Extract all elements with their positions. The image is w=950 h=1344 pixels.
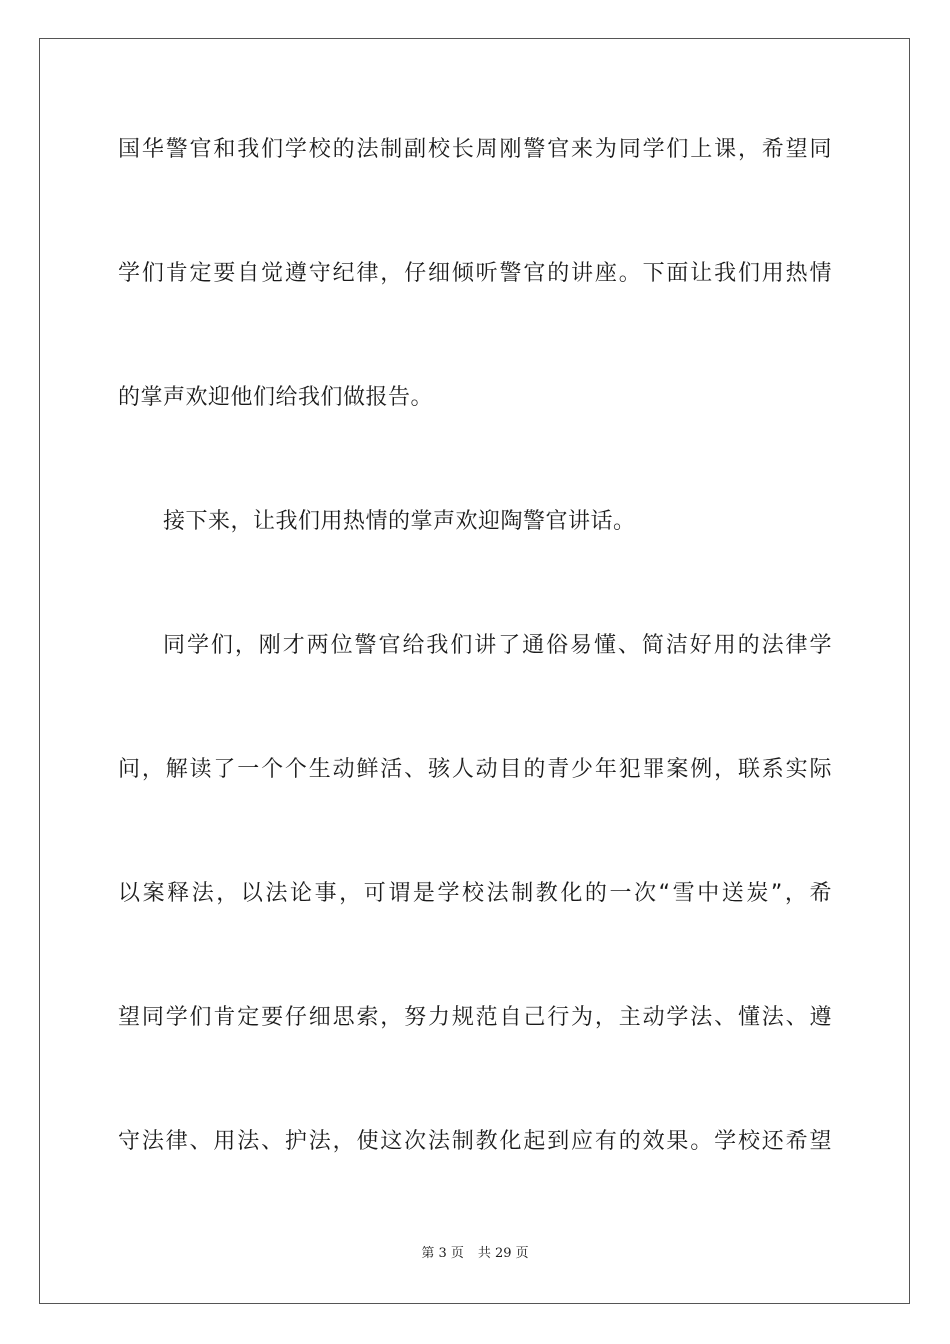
paragraph-line: 守法律、用法、护法，使这次法制教化起到应有的效果。学校还希望 — [118, 1129, 832, 1154]
page-number: 第 3 页 — [421, 1246, 464, 1261]
paragraph-line: 以案释法，以法论事，可谓是学校法制教化的一次“雪中送炭”，希 — [118, 881, 832, 906]
paragraph-line: 国华警官和我们学校的法制副校长周刚警官来为同学们上课，希望同 — [118, 137, 832, 162]
paragraph-line: 接下来，让我们用热情的掌声欢迎陶警官讲话。 — [163, 509, 636, 534]
paragraph-line: 学们肯定要自觉遵守纪律，仔细倾听警官的讲座。下面让我们用热情 — [118, 261, 832, 286]
page-footer — [0, 1245, 950, 1263]
paragraph-line: 望同学们肯定要仔细思索，努力规范自己行为，主动学法、懂法、遵 — [118, 1005, 832, 1030]
paragraph-line: 的掌声欢迎他们给我们做报告。 — [118, 385, 434, 410]
paragraph-line: 问，解读了一个个生动鲜活、骇人动目的青少年犯罪案例，联系实际 — [118, 757, 832, 782]
paragraph-line: 同学们，刚才两位警官给我们讲了通俗易懂、简洁好用的法律学 — [163, 633, 832, 658]
total-pages: 共 29 页 — [477, 1246, 529, 1261]
page-border — [39, 38, 910, 1304]
